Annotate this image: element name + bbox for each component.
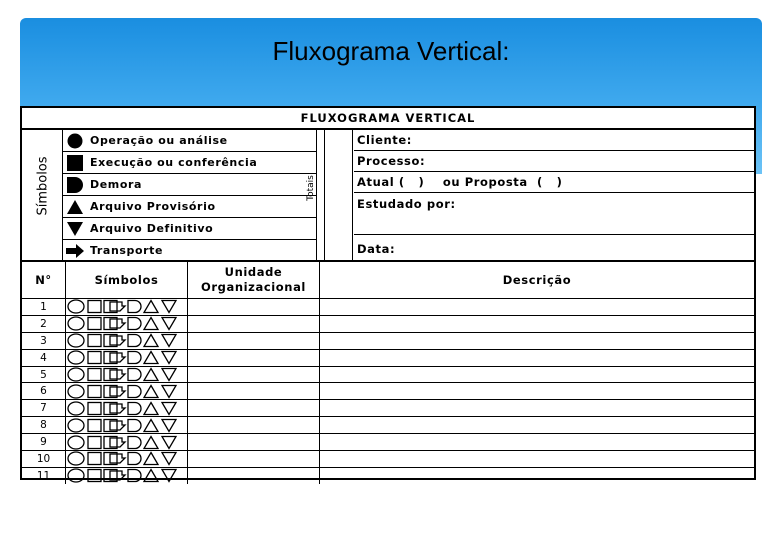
row-description-cell[interactable] (320, 451, 754, 467)
row-description-cell[interactable] (320, 400, 754, 416)
table-row (22, 367, 754, 384)
process-field: Processo: (354, 151, 754, 172)
row-description-cell[interactable] (320, 367, 754, 383)
table-row (22, 400, 754, 417)
row-description-cell[interactable] (320, 350, 754, 366)
row-symbols (66, 367, 188, 383)
row-description-cell[interactable] (320, 417, 754, 433)
row-symbols (66, 468, 188, 484)
filled-triangle-down-icon (62, 219, 88, 239)
table-row (22, 383, 754, 400)
row-unit-cell[interactable] (188, 468, 320, 484)
row-number: 11 (22, 468, 66, 484)
row-number: 9 (22, 434, 66, 450)
column-header-description: Descrição (502, 273, 572, 287)
row-unit-cell[interactable] (188, 367, 320, 383)
legend-label: Transporte (90, 244, 164, 257)
row-number: 6 (22, 383, 66, 399)
legend-label: Demora (90, 178, 143, 191)
filled-arrow-right-icon (62, 241, 88, 261)
column-header-number: N° (22, 262, 66, 298)
flowchart-form (20, 106, 756, 480)
row-unit-cell[interactable] (188, 350, 320, 366)
symbol-legend (62, 130, 316, 261)
flow-symbols-icon (66, 451, 184, 466)
legend-label: Arquivo Provisório (90, 200, 216, 213)
flow-symbols-icon (66, 350, 184, 365)
flow-symbols-icon (66, 333, 184, 348)
row-number: 10 (22, 451, 66, 467)
row-symbols (66, 451, 188, 467)
legend-row-arquivo-definitivo (62, 218, 316, 240)
flow-symbols-icon (66, 316, 184, 331)
row-description-cell[interactable] (320, 333, 754, 349)
row-description-cell[interactable] (320, 434, 754, 450)
row-symbols (66, 383, 188, 399)
table-row (22, 299, 754, 316)
row-unit-cell[interactable] (188, 434, 320, 450)
table-row (22, 350, 754, 367)
row-symbols (66, 434, 188, 450)
filled-d-shape-icon (62, 175, 88, 195)
row-unit-cell[interactable] (188, 333, 320, 349)
row-number: 5 (22, 367, 66, 383)
flow-symbols-icon (66, 367, 184, 382)
flow-symbols-icon (66, 384, 184, 399)
flow-symbols-icon (66, 468, 184, 483)
column-header-symbols: Símbolos (66, 262, 188, 298)
row-symbols (66, 350, 188, 366)
row-number: 3 (22, 333, 66, 349)
row-unit-cell[interactable] (188, 400, 320, 416)
row-description-cell[interactable] (320, 316, 754, 332)
row-unit-cell[interactable] (188, 299, 320, 315)
row-unit-cell[interactable] (188, 316, 320, 332)
flow-symbols-icon (66, 299, 184, 314)
row-number: 1 (22, 299, 66, 315)
filled-triangle-up-icon (62, 197, 88, 217)
flow-symbols-icon (66, 401, 184, 416)
client-field: Cliente: (354, 130, 754, 151)
legend-row-operacao (62, 130, 316, 152)
table-body (22, 299, 754, 484)
table-row (22, 333, 754, 350)
row-number: 2 (22, 316, 66, 332)
row-unit-cell[interactable] (188, 383, 320, 399)
row-symbols (66, 333, 188, 349)
divider (352, 130, 353, 260)
row-description-cell[interactable] (320, 468, 754, 484)
table-header (22, 262, 754, 299)
row-unit-cell[interactable] (188, 417, 320, 433)
date-field: Data: (357, 242, 396, 256)
row-number: 7 (22, 400, 66, 416)
divider (324, 130, 325, 260)
legend-label: Operação ou análise (90, 134, 228, 147)
legend-row-arquivo-provisorio (62, 196, 316, 218)
form-heading: FLUXOGRAMA VERTICAL (300, 111, 476, 125)
row-number: 4 (22, 350, 66, 366)
legend-row-execucao (62, 152, 316, 174)
symbols-vertical-label: Símbolos (35, 156, 51, 216)
table-row (22, 451, 754, 468)
table-row (22, 417, 754, 434)
flow-symbols-icon (66, 418, 184, 433)
filled-circle-icon (62, 131, 88, 151)
legend-row-transporte (62, 240, 316, 261)
column-header-unit: Unidade Organizacional (188, 262, 320, 298)
row-unit-cell[interactable] (188, 451, 320, 467)
info-fields (354, 130, 754, 256)
table-row (22, 468, 754, 484)
table-row (22, 316, 754, 333)
row-symbols (66, 316, 188, 332)
row-symbols (66, 400, 188, 416)
legend-label: Execução ou conferência (90, 156, 258, 169)
legend-label: Arquivo Definitivo (90, 222, 214, 235)
current-proposed-field: Atual ( ) ou Proposta ( ) (354, 172, 754, 193)
flowchart-table (22, 260, 754, 484)
row-description-cell[interactable] (320, 383, 754, 399)
totals-vertical-label: Totais (306, 175, 316, 201)
flow-symbols-icon (66, 435, 184, 450)
row-number: 8 (22, 417, 66, 433)
row-symbols (66, 299, 188, 315)
row-symbols (66, 417, 188, 433)
legend-row-demora (62, 174, 316, 196)
table-row (22, 434, 754, 451)
row-description-cell[interactable] (320, 299, 754, 315)
studied-by-field: Estudado por: (354, 193, 754, 235)
filled-square-icon (62, 153, 88, 173)
slide-title: Fluxograma Vertical: (272, 36, 510, 66)
